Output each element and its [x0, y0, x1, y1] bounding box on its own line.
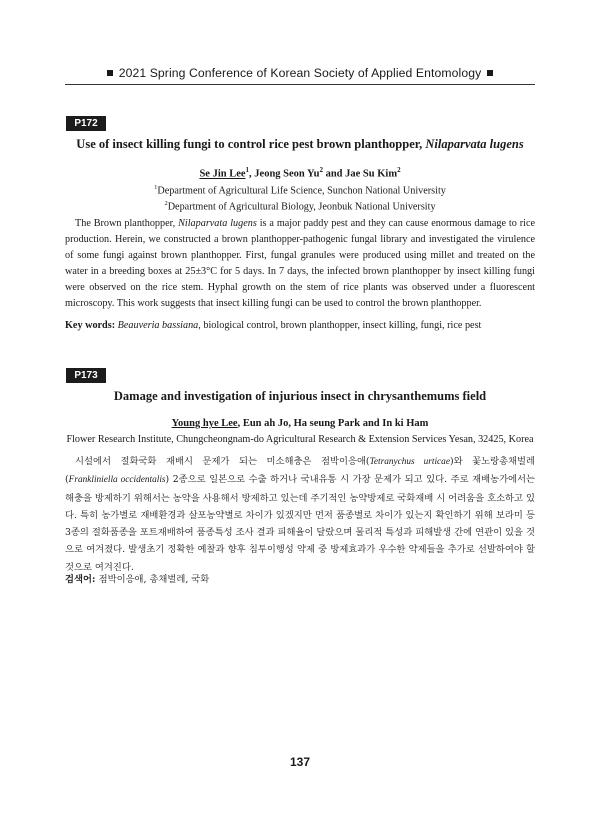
header-rule: [65, 84, 535, 85]
author-name: Jeong Seon Yu: [254, 168, 320, 180]
species-name: Nilaparvata lugens: [178, 218, 257, 229]
keywords-p173: 검색어: 점박이응애, 총채벌레, 국화: [65, 574, 210, 585]
affiliation-2: $^2$Department of Agricultural Biology, Jeonbuk National University: [164, 200, 436, 213]
abstract-body-p173: 시설에서 절화국화 재배시 문제가 되는 미소해충은 점박이응애(Tetranychus urticae)와 꽃노랑총채벌레 (Frankliniella occidentalis) 2종으로 일본으로 수출 하거나 국내유통 시 가장 문제가 되고 있다. 주로 재배농가에서는 해충을 방제하기 위해서는 농약을 사용해서 방제하고 있는데 주기적인 농약방제로 국화재배 시 어려움을 호소하고 있다. 특히 농가별로 재배환경과 살포농약별로 차이가 있겠지만 먼저 품종별로 차이가 있는지 확인하기 위해 보라미 등 3종의 절화품종을 포트재배하여 품종특성 조사 결과 피해율이 달랐으며 물리적 특성과 피해발생 간에 연관이 있을 것으로 여겨졌다. 발생초기 정확한 예찰과 향후 침투이행성 약제 중 방제효과가 우수한 약제들을 추가로 선발하여야 할 것으로 여겨진다.: [65, 456, 535, 573]
abstract-title-p173: Damage and investigation of injurious insect in chrysanthemums field: [113, 389, 487, 403]
running-header: [65, 66, 535, 80]
running-header-text: 2021 Spring Conference of Korean Society of Applied Entomology: [118, 66, 482, 80]
author-list-p172: Se Jin Lee$^1$, Jeong Seon Yu$^2$ and Jae Su Kim$^2$: [199, 166, 401, 180]
species-name: Tetranychus urticae: [369, 457, 450, 467]
affiliation-p173: Flower Research Institute, Chungcheongnam-do Agricultural Research & Extension Services Yesan, 32425, Korea: [66, 434, 534, 445]
abstract-label-p173: P173: [66, 368, 106, 383]
abstract-body-p172: The Brown planthopper, Nilaparvata lugens is a major paddy pest and they can cause enormous damage to rice production. Herein, we constructed a brown planthopper-pathogenic fungal library and investigated the virulence of some fungi against brown planthopper. First, fungal granules were produced using millet and treated on the water in a breeding boxes at 25±3°C for 5 days. In 7 days, the infected brown planthopper by insect killing fungi were observed on the rice stem. Hyphal growth on the stem of rice plants was observed under a fluorescent microscopy. This work suggests that insect killing fungi can be used to control the brown planthopper.: [65, 218, 535, 309]
keywords-p172: Key words: Beauveria bassiana, biological control, brown planthopper, insect killing, fungi, rice pest: [65, 320, 482, 331]
page-number: 137: [289, 755, 311, 769]
keyword-species: Beauveria bassiana: [117, 320, 199, 331]
presenting-author: Young hye Lee: [171, 418, 238, 429]
presenting-author: Se Jin Lee: [199, 168, 246, 180]
author-list-p173: [65, 418, 535, 429]
keywords-label: Key words:: [65, 320, 118, 331]
author-names: , Eun ah Jo, Ha seung Park and In ki Ham: [237, 418, 429, 429]
square-bullet-icon: [107, 70, 113, 76]
title-species: Nilaparvata lugens: [425, 137, 524, 151]
title-text: Use of insect killing fungi to control rice pest brown planthopper,: [76, 137, 426, 151]
author-name: Jae Su Kim: [345, 168, 398, 180]
species-name: Frankliniella occidentalis: [68, 475, 166, 486]
affiliation-1: $^1$Department of Agricultural Life Science, Sunchon National University: [154, 184, 446, 197]
square-bullet-icon: [487, 70, 493, 76]
keywords-label: 검색어:: [65, 574, 99, 585]
affiliations-p172: [65, 181, 535, 214]
abstract-title-p172: [65, 137, 535, 152]
abstract-label-p172: P172: [66, 116, 106, 131]
